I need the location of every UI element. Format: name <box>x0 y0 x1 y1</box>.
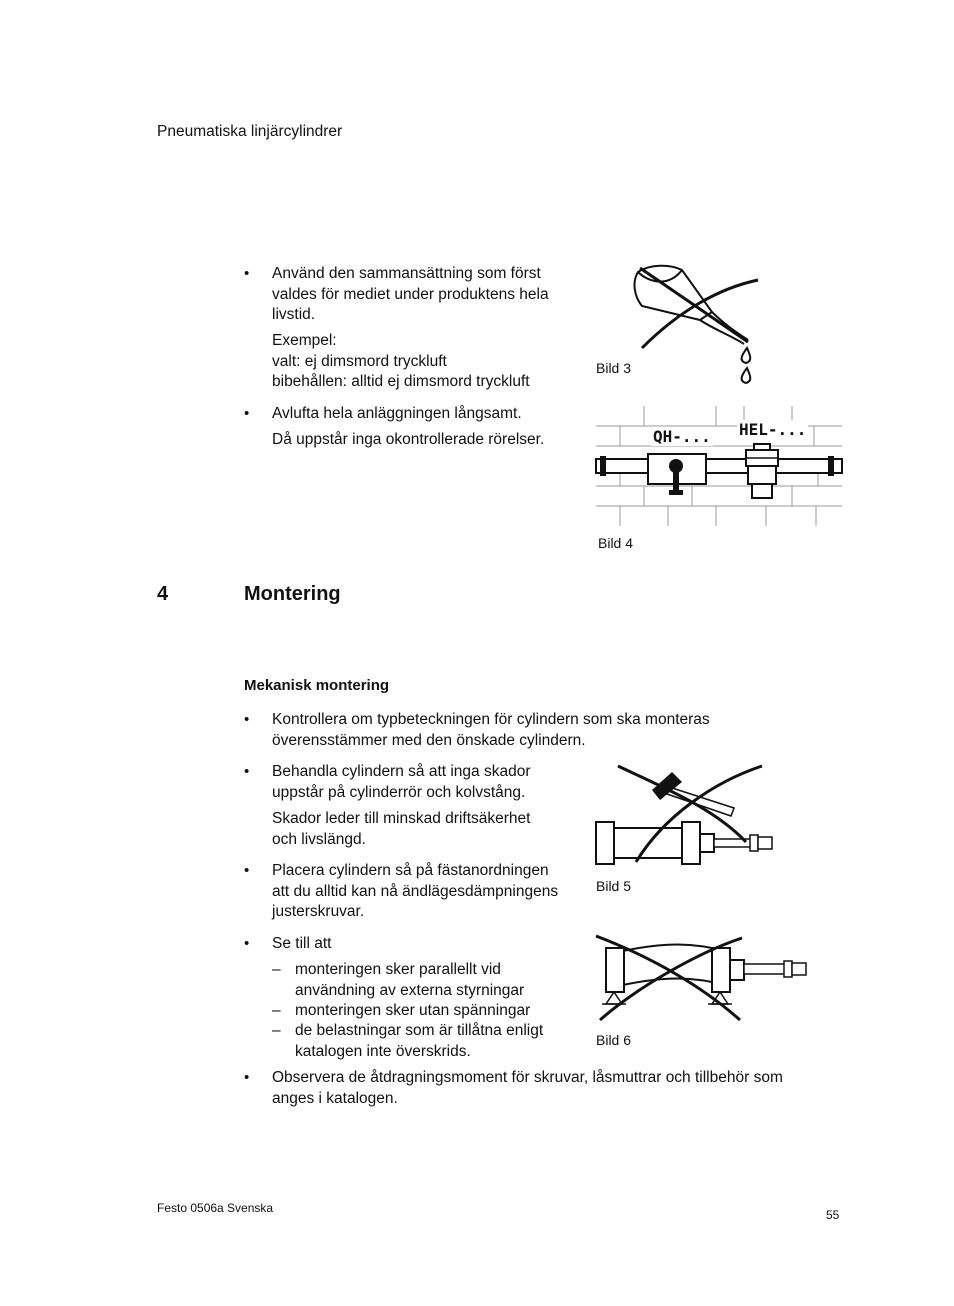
figure-caption-bild-6: Bild 6 <box>596 1032 632 1048</box>
text-line: valdes för mediet under produktens hela <box>272 285 549 303</box>
text-line: Använd den sammansättning som först <box>272 265 541 282</box>
mounting-bullet-2 <box>272 762 531 803</box>
text-line: Behandla cylindern så att inga skador <box>272 763 531 780</box>
mounting-bullet-5 <box>272 1068 783 1109</box>
text-line: användning av externa styrningar <box>295 981 525 999</box>
text-line: monteringen sker parallellt vid <box>295 961 501 978</box>
section-number: 4 <box>157 583 169 605</box>
text-line: Kontrollera om typbeteckningen för cylindern som ska monteras <box>272 711 710 728</box>
subsection-heading: Mekanisk montering <box>244 677 390 694</box>
valve-label-qh: QH-... <box>653 427 711 446</box>
bullet-marker: • <box>244 711 250 728</box>
text-line: Exempel: <box>272 332 337 349</box>
figure-caption-bild-4: Bild 4 <box>598 535 634 551</box>
bullet-marker: • <box>244 405 250 422</box>
oil-pouring-crossed-figure <box>620 260 760 390</box>
intro-bullet-2: Avlufta hela anläggningen långsamt. <box>272 405 522 422</box>
intro-example <box>272 331 530 393</box>
text-line: justerskruvar. <box>272 903 365 920</box>
bent-cylinder-crossed-figure <box>594 934 814 1026</box>
text-line: Skador leder till minskad driftsäkerhet <box>272 810 531 827</box>
text-line: anges i katalogen. <box>272 1089 398 1107</box>
mounting-subitem-3 <box>295 1021 543 1062</box>
text-line: de belastningar som är tillåtna enligt <box>295 1022 544 1039</box>
mounting-bullet-2-note <box>272 809 530 850</box>
intro-bullet-1 <box>272 264 549 326</box>
hammer-cylinder-crossed-figure <box>594 762 778 870</box>
footer-document-id: Festo 0506a Svenska <box>157 1201 274 1215</box>
text-line: monteringen sker utan spänningar <box>295 1002 531 1019</box>
mounting-bullet-1 <box>272 710 710 751</box>
page-header-title: Pneumatiska linjärcylindrer <box>157 123 343 140</box>
mounting-bullet-4: Se till att <box>272 935 332 952</box>
bullet-marker: • <box>244 1069 250 1086</box>
mounting-bullet-3 <box>272 861 558 923</box>
figure-caption-bild-3: Bild 3 <box>596 360 632 376</box>
intro-bullet-2-note: Då uppstår inga okontrollerade rörelser. <box>272 431 545 448</box>
page-number: 55 <box>826 1208 840 1222</box>
bullet-marker: • <box>244 265 250 282</box>
bullet-marker: • <box>244 935 250 952</box>
valve-label-hel: HEL-... <box>739 420 807 439</box>
mounting-subitem-2 <box>295 1001 530 1022</box>
text-line: att du alltid kan nå ändlägesdämpningens <box>272 882 559 900</box>
dash-marker: – <box>272 1022 281 1039</box>
text-line: Placera cylindern så på fästanordningen <box>272 862 549 879</box>
text-line: överensstämmer med den önskade cylindern. <box>272 731 586 749</box>
bullet-marker: • <box>244 862 250 879</box>
text-line: uppstår på cylinderrör och kolvstång. <box>272 783 526 801</box>
figure-caption-bild-5: Bild 5 <box>596 878 632 894</box>
text-line: livstid. <box>272 306 316 323</box>
text-line: valt: ej dimsmord tryckluft <box>272 352 447 370</box>
dash-marker: – <box>272 1002 281 1019</box>
text-line: bibehållen: alltid ej dimsmord tryckluft <box>272 373 530 390</box>
text-line: och livslängd. <box>272 830 366 848</box>
dash-marker: – <box>272 961 281 978</box>
text-line: Observera de åtdragningsmoment för skruvar, låsmuttrar och tillbehör som <box>272 1069 783 1086</box>
bullet-marker: • <box>244 763 250 780</box>
section-title: Montering <box>244 583 341 605</box>
mounting-subitem-1 <box>295 960 524 1001</box>
text-line: katalogen inte överskrids. <box>295 1042 471 1060</box>
